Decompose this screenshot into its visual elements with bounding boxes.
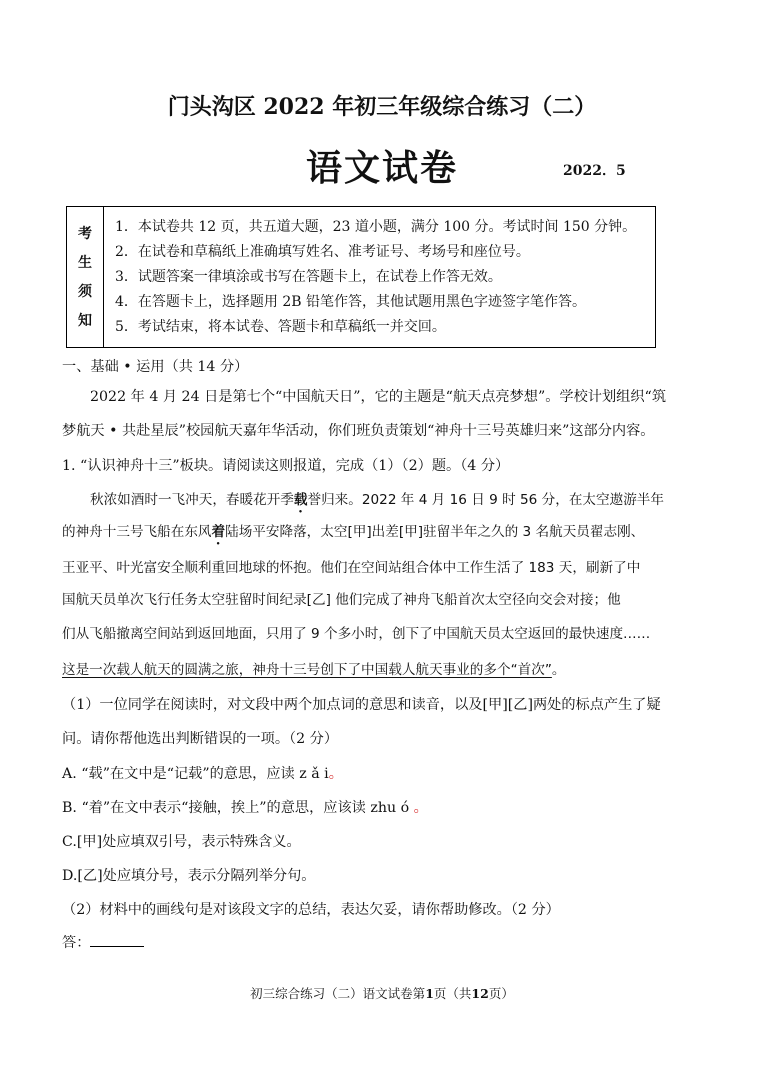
option-d: D.[乙]处应填分号，表示分隔列举分句。 [62,868,316,884]
question-1-prompt: 1. “认识神舟十三”板块。请阅读这则报道，完成（1）（2）题。（4 分） [62,458,510,474]
notice-item: 3．试题答案一律填涂或书写在答题卡上，在试卷上作答无效。 [115,269,502,285]
passage-text: 陆场平安降落，太空[甲]出差[甲]驻留半年之久的 3 名航天员翟志刚、 [225,524,645,540]
passage-line: 国航天员单次飞行任务太空驻留时间纪录[乙] 他们完成了神舟飞船首次太空径向交会对接；他 [62,592,621,608]
exam-date: 2022．5 [563,163,626,179]
option-a-mark: 。 [328,766,343,782]
dotted-word-zai: 载 [293,492,308,508]
footer-total-pages: 12 [471,986,489,1001]
option-b-mark: 。 [409,800,428,816]
footer-page-number: 1 [425,986,434,1001]
answer-line [62,932,144,952]
passage-text: 誉归来。2022 年 4 月 16 日 9 时 56 分，在太空遨游半年 [307,492,664,508]
section-heading: 一、基础 • 运用（共 14 分） [62,359,249,375]
option-a [62,763,343,783]
page-footer [0,984,764,1002]
dotted-word-zhuo: 着 [211,524,226,540]
exam-subject-title: 语文试卷 [305,147,458,189]
notice-label-column [67,207,104,347]
passage-line: 王亚平、叶光富安全顺利重回地球的怀抱。他们在空间站组合体中工作生活了 183 天，刷新了中 [62,560,641,576]
notice-item: 4．在答题卡上，选择题用 2B 铅笔作答，其他试题用黑色字迹签字笔作答。 [115,294,587,310]
notice-item: 1．本试卷共 12 页，共五道大题，23 道小题，满分 100 分。考试时间 150 分钟。 [115,219,637,235]
footer-text: 页（共 [433,986,472,1001]
passage-line [90,488,664,516]
exam-title: 门头沟区 2022 年初三年级综合练习（二） [167,94,597,120]
notice-item: 5．考试结束，将本试卷、答题卡和草稿纸一并交回。 [115,319,446,335]
candidate-notice-box [66,206,656,348]
notice-label-char: 须 [78,284,92,300]
question-2-stem: （2）材料中的画线句是对该段文字的总结，表达欠妥，请你帮助修改。（2 分） [62,902,560,918]
passage-text: 。 [551,662,566,678]
option-c: C.[甲]处应填双引号，表示特殊含义。 [62,834,301,850]
passage-text: 秋浓如酒时一飞冲天，春暖花开季 [90,492,294,508]
underlined-sentence: 这是一次载人航天的圆满之旅，神舟十三号创下了中国载人航天事业的多个“首次” [62,662,552,678]
notice-label-char: 生 [78,255,92,271]
passage-line [62,658,565,678]
question-1-stem: 问。请你帮他选出判断错误的一项。（2 分） [62,731,339,747]
option-b [62,797,428,817]
notice-label-char: 知 [78,313,92,329]
notice-label-char: 考 [78,226,92,242]
option-a-text: A. “载”在文中是“记载”的意思，应读 z ǎ i [62,766,329,782]
notice-item: 2．在试卷和草稿纸上准确填写姓名、准考证号、考场号和座位号。 [115,244,530,260]
footer-text: 初三综合练习（二）语文试卷第 [250,986,426,1001]
answer-blank[interactable] [90,934,144,947]
option-b-text: B. “着”在文中表示“接触，挨上”的意思，应该读 zhu ó [62,800,410,816]
answer-label: 答： [62,935,91,951]
passage-line [62,520,644,548]
question-1-stem: （1）一位同学在阅读时，对文段中两个加点词的意思和读音，以及[甲][乙]两处的标点产生了疑 [62,697,661,713]
footer-text: 页） [488,986,514,1001]
intro-line: 梦航天 • 共赴星辰”校园航天嘉年华活动，你们班负责策划“神舟十三号英雄归来”这部分内容。 [62,423,655,439]
intro-line: 2022 年 4 月 24 日是第七个“中国航天日”，它的主题是“航天点亮梦想”。学校计划组织“筑 [90,389,667,405]
passage-line: 们从飞船撤离空间站到返回地面，只用了 9 个多小时，创下了中国航天员太空返回的最快速度…… [62,626,651,642]
passage-text: 的神舟十三号飞船在东风 [62,524,212,540]
